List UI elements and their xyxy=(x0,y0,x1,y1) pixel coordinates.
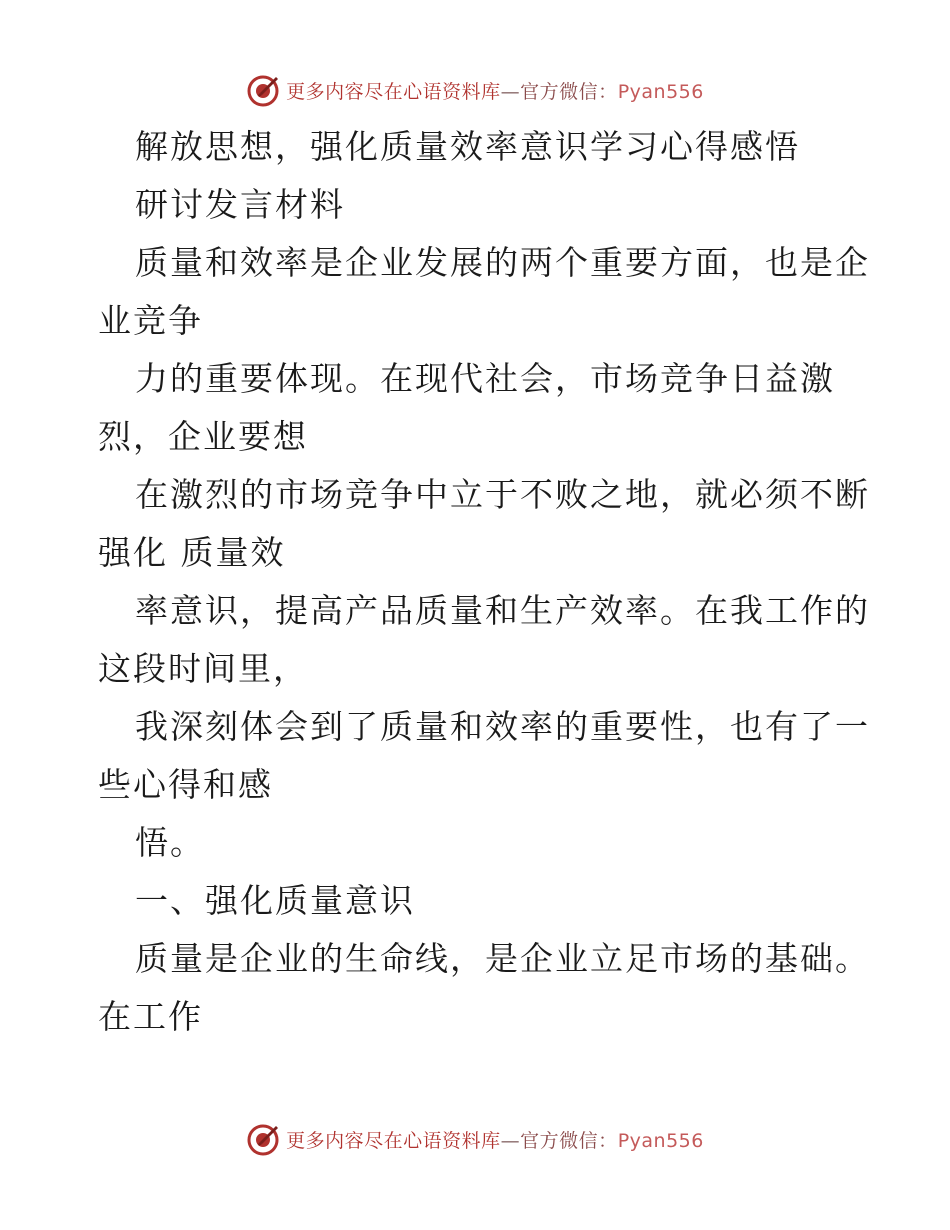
site-logo-icon xyxy=(246,73,280,107)
footer-banner xyxy=(0,1117,950,1161)
footer-banner-text: 更多内容尽在心语资料库—官方微信：Pyan556 xyxy=(286,1129,704,1152)
document-line: 些心得和感 xyxy=(98,765,273,804)
document-line: 解放思想，强化质量效率意识学习心得感悟 xyxy=(135,127,800,166)
document-line: 力的重要体现。在现代社会，市场竞争日益激 xyxy=(135,359,835,398)
document-line: 研讨发言材料 xyxy=(135,185,345,224)
document-line: 质量和效率是企业发展的两个重要方面，也是企 xyxy=(135,243,870,282)
document-line: 我深刻体会到了质量和效率的重要性，也有了一 xyxy=(135,707,870,746)
document-line: 强化 质量效 xyxy=(98,533,286,572)
document-body xyxy=(98,118,870,1046)
document-line: 一、强化质量意识 xyxy=(135,881,415,920)
document-line: 这段时间里， xyxy=(98,649,308,688)
document-line: 在激烈的市场竞争中立于不败之地，就必须不断 xyxy=(135,475,870,514)
header-banner xyxy=(0,68,950,112)
document-line: 率意识，提高产品质量和生产效率。在我工作的 xyxy=(135,591,870,630)
document-line: 质量是企业的生命线，是企业立足市场的基础。 xyxy=(135,939,870,978)
document-line: 业竞争 xyxy=(98,301,203,340)
header-banner-text: 更多内容尽在心语资料库—官方微信：Pyan556 xyxy=(286,80,704,103)
site-logo-icon xyxy=(246,1122,280,1156)
document-line: 悟。 xyxy=(135,823,205,862)
document-line: 烈，企业要想 xyxy=(98,417,308,456)
document-line: 在工作 xyxy=(98,997,203,1036)
